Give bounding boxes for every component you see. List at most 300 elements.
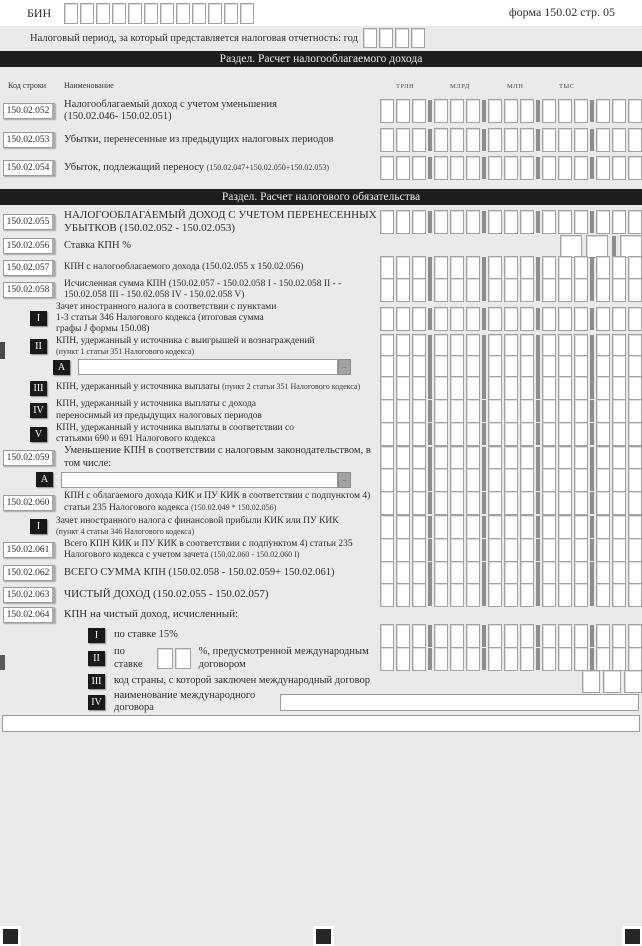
digit-cell[interactable]	[450, 278, 464, 302]
digit-cell[interactable]	[628, 256, 642, 280]
digit-cell[interactable]	[612, 99, 626, 123]
digit-cell[interactable]	[612, 583, 626, 607]
digit-cell[interactable]	[596, 156, 610, 180]
digit-cell[interactable]	[628, 538, 642, 562]
digit-cell[interactable]	[520, 468, 534, 492]
digit-cell[interactable]	[466, 561, 480, 585]
digit-cell[interactable]	[628, 647, 642, 671]
digit-cell[interactable]	[396, 156, 410, 180]
digit-cell[interactable]	[520, 99, 534, 123]
digit-cell[interactable]	[434, 491, 448, 515]
digit-cell[interactable]	[628, 210, 642, 234]
digit-cell[interactable]	[504, 538, 518, 562]
digit-cell[interactable]	[396, 210, 410, 234]
digit-cell[interactable]	[574, 491, 588, 515]
digit-cell[interactable]	[466, 307, 480, 331]
digit-cell[interactable]	[574, 624, 588, 648]
digit-cell[interactable]	[504, 128, 518, 152]
digit-cell[interactable]	[574, 515, 588, 539]
digit-cell[interactable]	[380, 278, 394, 302]
digit-cell[interactable]	[96, 3, 110, 24]
digit-cell[interactable]	[542, 583, 556, 607]
digit-cell[interactable]	[558, 468, 572, 492]
digit-cell[interactable]	[450, 128, 464, 152]
digit-cell[interactable]	[596, 468, 610, 492]
year-cells[interactable]	[363, 28, 425, 48]
digit-cell[interactable]	[466, 256, 480, 280]
digit-cell[interactable]	[504, 376, 518, 400]
digit-cell[interactable]	[412, 376, 426, 400]
digit-cell[interactable]	[466, 515, 480, 539]
digit-cell[interactable]	[612, 278, 626, 302]
digit-cell[interactable]	[157, 648, 173, 669]
digit-cell[interactable]	[504, 468, 518, 492]
digit-cell[interactable]	[466, 647, 480, 671]
digit-cell[interactable]	[520, 624, 534, 648]
digit-cell[interactable]	[612, 210, 626, 234]
digit-cell[interactable]	[412, 647, 426, 671]
digit-cell[interactable]	[612, 624, 626, 648]
digit-cell[interactable]	[628, 156, 642, 180]
digit-cell[interactable]	[434, 278, 448, 302]
dropdown-input[interactable]	[78, 359, 338, 375]
digit-cell[interactable]	[434, 468, 448, 492]
digit-cell[interactable]	[466, 468, 480, 492]
digit-cell[interactable]	[628, 278, 642, 302]
digit-cell[interactable]	[596, 307, 610, 331]
digit-cell[interactable]	[380, 99, 394, 123]
digit-cell[interactable]	[628, 583, 642, 607]
digit-cell[interactable]	[112, 3, 126, 24]
digit-cell[interactable]	[488, 491, 502, 515]
digit-cell[interactable]	[596, 624, 610, 648]
digit-cell[interactable]	[574, 446, 588, 470]
digit-cell[interactable]	[450, 561, 464, 585]
digit-cell[interactable]	[612, 561, 626, 585]
amount-cells[interactable]	[380, 422, 642, 446]
digit-cell[interactable]	[488, 376, 502, 400]
rate-cells[interactable]	[157, 648, 191, 669]
digit-cell[interactable]	[412, 156, 426, 180]
digit-cell[interactable]	[520, 647, 534, 671]
digit-cell[interactable]	[363, 28, 377, 48]
digit-cell[interactable]	[542, 468, 556, 492]
digit-cell[interactable]	[396, 515, 410, 539]
digit-cell[interactable]	[488, 446, 502, 470]
digit-cell[interactable]	[558, 583, 572, 607]
amount-cells[interactable]	[380, 210, 642, 234]
digit-cell[interactable]	[612, 468, 626, 492]
digit-cell[interactable]	[542, 256, 556, 280]
digit-cell[interactable]	[380, 128, 394, 152]
digit-cell[interactable]	[558, 376, 572, 400]
digit-cell[interactable]	[574, 583, 588, 607]
digit-cell[interactable]	[192, 3, 206, 24]
digit-cell[interactable]	[504, 647, 518, 671]
digit-cell[interactable]	[542, 210, 556, 234]
digit-cell[interactable]	[624, 670, 642, 693]
digit-cell[interactable]	[450, 256, 464, 280]
digit-cell[interactable]	[542, 376, 556, 400]
digit-cell[interactable]	[380, 624, 394, 648]
digit-cell[interactable]	[542, 99, 556, 123]
digit-cell[interactable]	[450, 515, 464, 539]
digit-cell[interactable]	[628, 99, 642, 123]
digit-cell[interactable]	[520, 156, 534, 180]
digit-cell[interactable]	[628, 561, 642, 585]
digit-cell[interactable]	[520, 256, 534, 280]
amount-cells[interactable]	[380, 561, 642, 585]
digit-cell[interactable]	[520, 515, 534, 539]
digit-cell[interactable]	[596, 583, 610, 607]
digit-cell[interactable]	[488, 128, 502, 152]
digit-cell[interactable]	[176, 3, 190, 24]
digit-cell[interactable]	[488, 156, 502, 180]
digit-cell[interactable]	[450, 583, 464, 607]
digit-cell[interactable]	[612, 128, 626, 152]
digit-cell[interactable]	[558, 515, 572, 539]
digit-cell[interactable]	[450, 376, 464, 400]
digit-cell[interactable]	[596, 278, 610, 302]
digit-cell[interactable]	[396, 256, 410, 280]
digit-cell[interactable]	[450, 468, 464, 492]
digit-cell[interactable]	[542, 538, 556, 562]
amount-cells[interactable]	[380, 647, 642, 671]
digit-cell[interactable]	[144, 3, 158, 24]
digit-cell[interactable]	[488, 561, 502, 585]
digit-cell[interactable]	[380, 583, 394, 607]
digit-cell[interactable]	[488, 210, 502, 234]
digit-cell[interactable]	[466, 156, 480, 180]
digit-cell[interactable]	[596, 376, 610, 400]
digit-cell[interactable]	[434, 446, 448, 470]
digit-cell[interactable]	[434, 624, 448, 648]
digit-cell[interactable]	[396, 446, 410, 470]
country-code-cells[interactable]	[380, 670, 642, 693]
digit-cell[interactable]	[542, 647, 556, 671]
digit-cell[interactable]	[574, 256, 588, 280]
digit-cell[interactable]	[412, 583, 426, 607]
digit-cell[interactable]	[488, 99, 502, 123]
digit-cell[interactable]	[434, 538, 448, 562]
digit-cell[interactable]	[504, 422, 518, 446]
digit-cell[interactable]	[450, 647, 464, 671]
digit-cell[interactable]	[434, 399, 448, 423]
digit-cell[interactable]	[434, 210, 448, 234]
digit-cell[interactable]	[582, 670, 600, 693]
digit-cell[interactable]	[175, 648, 191, 669]
digit-cell[interactable]	[603, 670, 621, 693]
digit-cell[interactable]	[380, 376, 394, 400]
digit-cell[interactable]	[596, 446, 610, 470]
digit-cell[interactable]	[596, 422, 610, 446]
digit-cell[interactable]	[380, 468, 394, 492]
digit-cell[interactable]	[412, 422, 426, 446]
digit-cell[interactable]	[520, 561, 534, 585]
digit-cell[interactable]	[596, 491, 610, 515]
digit-cell[interactable]	[542, 446, 556, 470]
digit-cell[interactable]	[380, 446, 394, 470]
amount-cells[interactable]	[380, 515, 642, 539]
digit-cell[interactable]	[612, 376, 626, 400]
digit-cell[interactable]	[396, 468, 410, 492]
digit-cell[interactable]	[208, 3, 222, 24]
digit-cell[interactable]	[412, 128, 426, 152]
digit-cell[interactable]	[558, 422, 572, 446]
digit-cell[interactable]	[412, 624, 426, 648]
digit-cell[interactable]	[412, 210, 426, 234]
digit-cell[interactable]	[596, 561, 610, 585]
digit-cell[interactable]	[504, 624, 518, 648]
digit-cell[interactable]	[128, 3, 142, 24]
dropdown-button[interactable]: –	[338, 359, 351, 375]
digit-cell[interactable]	[504, 446, 518, 470]
digit-cell[interactable]	[558, 278, 572, 302]
digit-cell[interactable]	[558, 491, 572, 515]
free-text-field[interactable]	[2, 715, 640, 732]
digit-cell[interactable]	[434, 376, 448, 400]
digit-cell[interactable]	[574, 468, 588, 492]
digit-cell[interactable]	[542, 128, 556, 152]
digit-cell[interactable]	[596, 210, 610, 234]
digit-cell[interactable]	[628, 624, 642, 648]
digit-cell[interactable]	[504, 307, 518, 331]
digit-cell[interactable]	[574, 307, 588, 331]
digit-cell[interactable]	[628, 491, 642, 515]
digit-cell[interactable]	[466, 624, 480, 648]
digit-cell[interactable]	[504, 256, 518, 280]
digit-cell[interactable]	[596, 515, 610, 539]
digit-cell[interactable]	[574, 278, 588, 302]
digit-cell[interactable]	[558, 446, 572, 470]
digit-cell[interactable]	[488, 468, 502, 492]
digit-cell[interactable]	[396, 647, 410, 671]
digit-cell[interactable]	[520, 128, 534, 152]
digit-cell[interactable]	[488, 515, 502, 539]
digit-cell[interactable]	[434, 561, 448, 585]
digit-cell[interactable]	[396, 99, 410, 123]
amount-cells[interactable]	[380, 128, 642, 152]
digit-cell[interactable]	[596, 538, 610, 562]
digit-cell[interactable]	[628, 468, 642, 492]
digit-cell[interactable]	[574, 422, 588, 446]
digit-cell[interactable]	[558, 624, 572, 648]
digit-cell[interactable]	[450, 307, 464, 331]
digit-cell[interactable]	[466, 583, 480, 607]
digit-cell[interactable]	[450, 399, 464, 423]
digit-cell[interactable]	[504, 156, 518, 180]
digit-cell[interactable]	[558, 307, 572, 331]
digit-cell[interactable]	[412, 307, 426, 331]
digit-cell[interactable]	[596, 647, 610, 671]
digit-cell[interactable]	[558, 128, 572, 152]
digit-cell[interactable]	[450, 422, 464, 446]
digit-cell[interactable]	[466, 99, 480, 123]
digit-cell[interactable]	[520, 307, 534, 331]
dropdown-button[interactable]: –	[338, 472, 351, 488]
digit-cell[interactable]	[466, 278, 480, 302]
digit-cell[interactable]	[574, 210, 588, 234]
digit-cell[interactable]	[396, 538, 410, 562]
digit-cell[interactable]	[612, 491, 626, 515]
treaty-name-input[interactable]	[280, 694, 639, 711]
digit-cell[interactable]	[612, 422, 626, 446]
digit-cell[interactable]	[466, 376, 480, 400]
digit-cell[interactable]	[396, 307, 410, 331]
digit-cell[interactable]	[574, 128, 588, 152]
digit-cell[interactable]	[412, 399, 426, 423]
digit-cell[interactable]	[542, 278, 556, 302]
digit-cell[interactable]	[466, 399, 480, 423]
amount-cells[interactable]	[380, 278, 642, 302]
digit-cell[interactable]	[574, 561, 588, 585]
digit-cell[interactable]	[380, 156, 394, 180]
digit-cell[interactable]	[466, 446, 480, 470]
digit-cell[interactable]	[412, 256, 426, 280]
digit-cell[interactable]	[450, 538, 464, 562]
digit-cell[interactable]	[612, 399, 626, 423]
amount-cells[interactable]	[380, 307, 642, 331]
digit-cell[interactable]	[488, 583, 502, 607]
amount-cells[interactable]	[380, 256, 642, 280]
digit-cell[interactable]	[542, 561, 556, 585]
digit-cell[interactable]	[520, 422, 534, 446]
digit-cell[interactable]	[380, 561, 394, 585]
digit-cell[interactable]	[396, 561, 410, 585]
digit-cell[interactable]	[520, 210, 534, 234]
digit-cell[interactable]	[450, 210, 464, 234]
digit-cell[interactable]	[380, 256, 394, 280]
digit-cell[interactable]	[520, 399, 534, 423]
digit-cell[interactable]	[574, 99, 588, 123]
digit-cell[interactable]	[574, 647, 588, 671]
digit-cell[interactable]	[558, 156, 572, 180]
digit-cell[interactable]	[434, 99, 448, 123]
digit-cell[interactable]	[612, 307, 626, 331]
digit-cell[interactable]	[504, 399, 518, 423]
digit-cell[interactable]	[412, 515, 426, 539]
digit-cell[interactable]	[380, 307, 394, 331]
digit-cell[interactable]	[520, 376, 534, 400]
digit-cell[interactable]	[488, 647, 502, 671]
digit-cell[interactable]	[380, 422, 394, 446]
digit-cell[interactable]	[596, 99, 610, 123]
digit-cell[interactable]	[560, 235, 582, 258]
digit-cell[interactable]	[558, 99, 572, 123]
digit-cell[interactable]	[488, 399, 502, 423]
digit-cell[interactable]	[542, 399, 556, 423]
digit-cell[interactable]	[412, 278, 426, 302]
amount-cells[interactable]	[380, 376, 642, 400]
digit-cell[interactable]	[558, 561, 572, 585]
digit-cell[interactable]	[558, 210, 572, 234]
digit-cell[interactable]	[488, 624, 502, 648]
digit-cell[interactable]	[434, 307, 448, 331]
digit-cell[interactable]	[542, 624, 556, 648]
digit-cell[interactable]	[412, 538, 426, 562]
amount-cells[interactable]	[380, 624, 642, 648]
amount-cells[interactable]	[380, 99, 642, 123]
amount-cells[interactable]	[380, 491, 642, 515]
digit-cell[interactable]	[450, 156, 464, 180]
digit-cell[interactable]	[411, 28, 425, 48]
digit-cell[interactable]	[488, 307, 502, 331]
amount-cells[interactable]	[380, 399, 642, 423]
digit-cell[interactable]	[612, 538, 626, 562]
digit-cell[interactable]	[628, 307, 642, 331]
dropdown-input[interactable]	[61, 472, 338, 488]
digit-cell[interactable]	[380, 399, 394, 423]
digit-cell[interactable]	[488, 538, 502, 562]
digit-cell[interactable]	[396, 491, 410, 515]
digit-cell[interactable]	[504, 561, 518, 585]
digit-cell[interactable]	[380, 647, 394, 671]
digit-cell[interactable]	[628, 399, 642, 423]
digit-cell[interactable]	[396, 278, 410, 302]
digit-cell[interactable]	[240, 3, 254, 24]
digit-cell[interactable]	[596, 128, 610, 152]
digit-cell[interactable]	[412, 468, 426, 492]
digit-cell[interactable]	[379, 28, 393, 48]
digit-cell[interactable]	[520, 538, 534, 562]
digit-cell[interactable]	[396, 376, 410, 400]
digit-cell[interactable]	[628, 515, 642, 539]
digit-cell[interactable]	[574, 538, 588, 562]
digit-cell[interactable]	[450, 446, 464, 470]
digit-cell[interactable]	[558, 256, 572, 280]
digit-cell[interactable]	[504, 515, 518, 539]
digit-cell[interactable]	[520, 446, 534, 470]
digit-cell[interactable]	[396, 583, 410, 607]
digit-cell[interactable]	[542, 156, 556, 180]
amount-cells[interactable]	[380, 468, 642, 492]
digit-cell[interactable]	[488, 278, 502, 302]
digit-cell[interactable]	[558, 538, 572, 562]
digit-cell[interactable]	[466, 210, 480, 234]
digit-cell[interactable]	[628, 422, 642, 446]
amount-cells[interactable]	[380, 156, 642, 180]
digit-cell[interactable]	[450, 491, 464, 515]
digit-cell[interactable]	[520, 278, 534, 302]
digit-cell[interactable]	[612, 647, 626, 671]
digit-cell[interactable]	[434, 128, 448, 152]
digit-cell[interactable]	[504, 99, 518, 123]
digit-cell[interactable]	[558, 647, 572, 671]
digit-cell[interactable]	[520, 491, 534, 515]
digit-cell[interactable]	[450, 99, 464, 123]
amount-cells[interactable]	[380, 446, 642, 470]
digit-cell[interactable]	[380, 538, 394, 562]
digit-cell[interactable]	[612, 515, 626, 539]
digit-cell[interactable]	[628, 128, 642, 152]
digit-cell[interactable]	[64, 3, 78, 24]
digit-cell[interactable]	[574, 156, 588, 180]
bin-cells[interactable]	[64, 3, 254, 24]
digit-cell[interactable]	[466, 538, 480, 562]
digit-cell[interactable]	[466, 128, 480, 152]
digit-cell[interactable]	[488, 256, 502, 280]
digit-cell[interactable]	[434, 256, 448, 280]
digit-cell[interactable]	[504, 491, 518, 515]
digit-cell[interactable]	[586, 235, 608, 258]
digit-cell[interactable]	[488, 422, 502, 446]
digit-cell[interactable]	[542, 422, 556, 446]
digit-cell[interactable]	[466, 491, 480, 515]
digit-cell[interactable]	[434, 583, 448, 607]
digit-cell[interactable]	[396, 422, 410, 446]
digit-cell[interactable]	[504, 583, 518, 607]
digit-cell[interactable]	[80, 3, 94, 24]
